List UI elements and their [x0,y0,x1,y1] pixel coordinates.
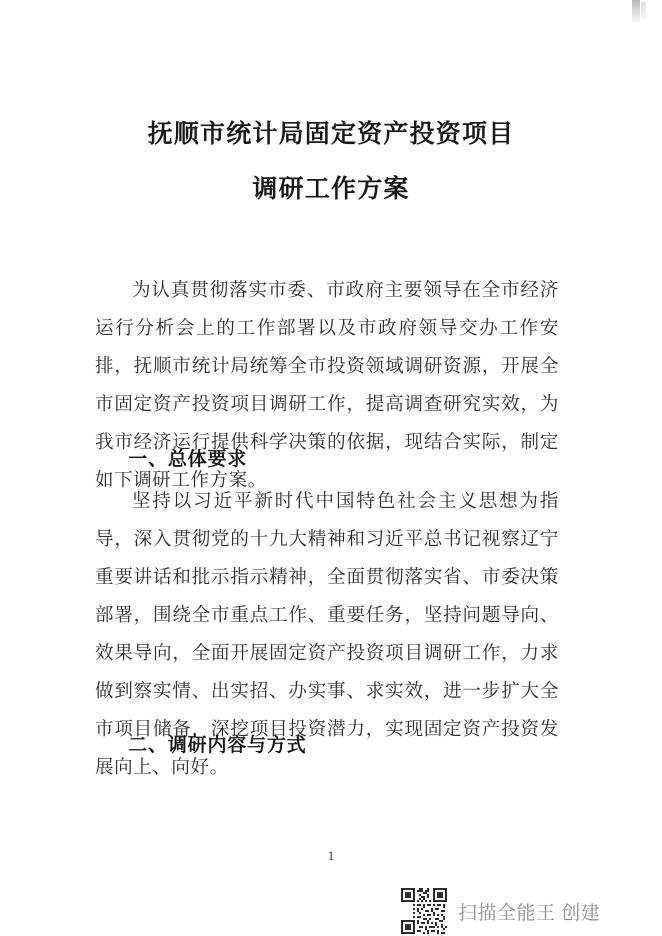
section-heading-general-requirements: 一、总体要求 [128,449,248,470]
page-number: 1 [327,848,335,863]
document-title-line-2: 调研工作方案 [252,175,410,203]
camscanner-watermark [399,886,600,936]
scan-artifact-mark-secondary [641,2,646,19]
section-1-paragraph: 坚持以习近平新时代中国特色社会主义思想为指导，深入贯彻党的十九大精神和习近平总书记视察辽宁重要讲话和批示指示精神，全面贯彻落实省、市委决策部署，围绕全市重点工作、重要任务，坚持问题导向、效果导向，全面开展固定资产投资项目调研工作，力求做到察实情、出实招、办实事、求实效，进一步扩大全市项目储备，深挖项目投资潜力，实现固定资产投资发展向上、向好。 [95,492,559,778]
scan-artifact-mark [632,0,640,22]
intro-paragraph: 为认真贯彻落实市委、市政府主要领导在全市经济运行分析会上的工作部署以及市政府领导交办工作安排，抚顺市统计局统筹全市投资领域调研资源，开展全市固定资产投资项目调研工作，提高调查研究实效，为我市经济运行提供科学决策的依据，现结合实际，制定如下调研工作方案。 [95,281,559,491]
qr-code-icon [399,886,449,936]
document-title-line-1: 抚顺市统计局固定资产投资项目 [147,120,515,148]
section-heading-research-content-and-methods: 二、调研内容与方式 [128,735,307,756]
watermark-label: 扫描全能王 创建 [458,902,601,924]
